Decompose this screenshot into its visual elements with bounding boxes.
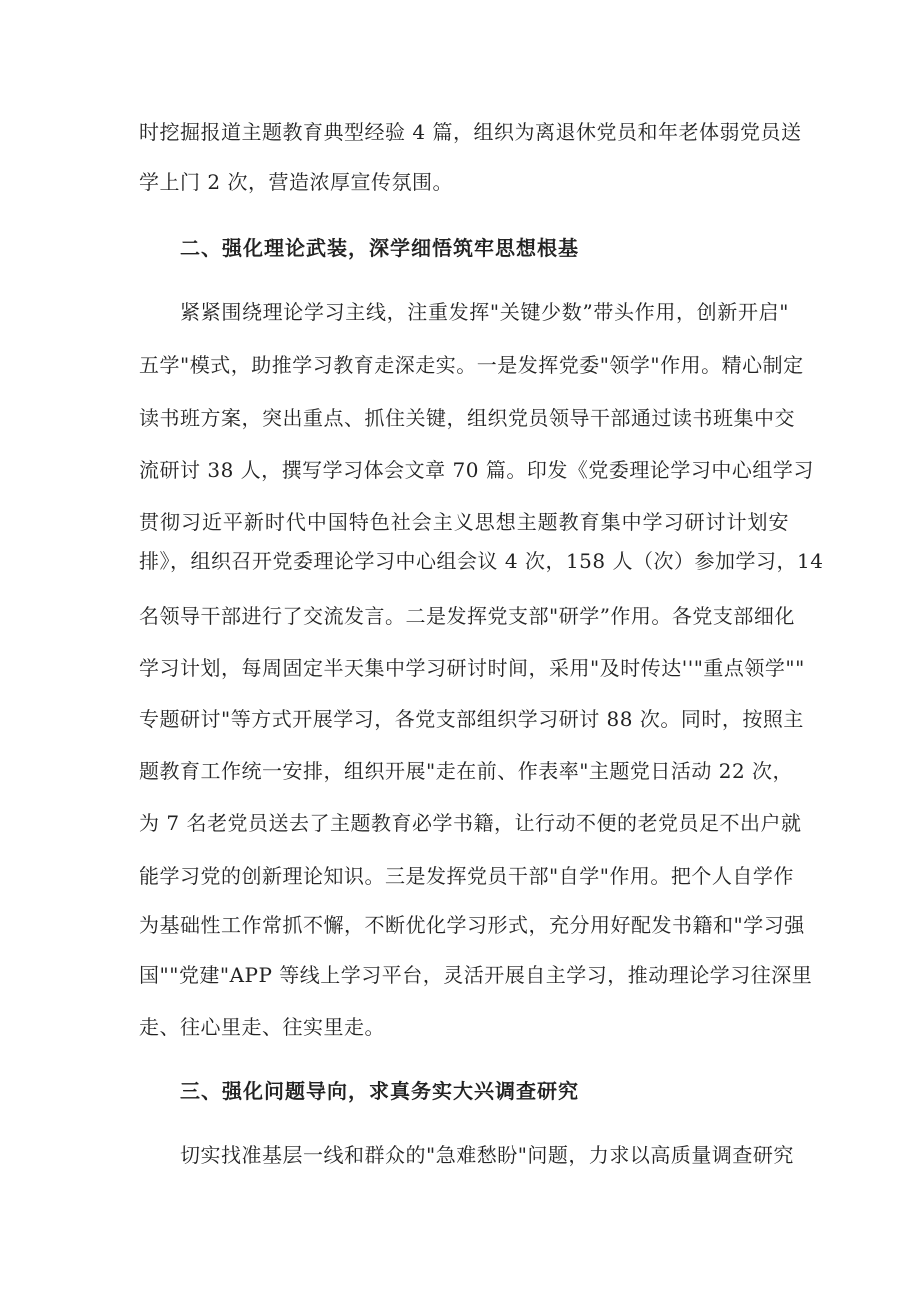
section-3-heading: 三、强化问题导向，求真务实大兴调查研究 <box>180 1079 579 1103</box>
section-2-line-10: 题教育工作统一安排，组织开展"走在前、作表率"主题党日活动 22 次， <box>139 759 794 783</box>
section-2-heading: 二、强化理论武装，深学细悟筑牢思想根基 <box>180 236 579 260</box>
section-2-line-11: 为 7 名老党员送去了主题教育必学书籍，让行动不便的老党员足不出户就 <box>139 811 802 835</box>
section-2-line-14: 国""党建"APP 等线上学习平台，灵活开展自主学习，推动理论学习往深里 <box>139 963 813 987</box>
section-2-line-5: 贯彻习近平新时代中国特色社会主义思想主题教育集中学习研讨计划安 <box>139 510 789 534</box>
section-2-line-13: 为基础性工作常抓不懈，不断优化学习形式，充分用好配发书籍和"学习强 <box>139 913 805 937</box>
section-2-line-9: 专题研讨"等方式开展学习，各党支部组织学习研讨 88 次。同时，按照主 <box>139 707 804 731</box>
section-3-line-1: 切实找准基层一线和群众的"急难愁盼"问题，力求以高质量调查研究 <box>180 1143 794 1167</box>
section-2-line-6: 排》，组织召开党委理论学习中心组会议 4 次，158 人（次）参加学习，14 <box>139 549 824 573</box>
section-2-line-12: 能学习党的创新理论知识。三是发挥党员干部"自学"作用。把个人自学作 <box>139 864 794 888</box>
section-2-line-7: 名领导干部进行了交流发言。二是发挥党支部"研学”作用。各党支部细化 <box>139 604 795 628</box>
section-2-line-15: 走、往心里走、往实里走。 <box>139 1015 385 1039</box>
section-2-line-2: 五学"模式，助推学习教育走深走实。一是发挥党委"领学"作用。精心制定 <box>139 353 804 377</box>
section-2-line-3: 读书班方案，突出重点、抓住关键，组织党员领导干部通过读书班集中交 <box>139 406 795 430</box>
section-2-line-4: 流研讨 38 人，撰写学习体会文章 70 篇。印发《党委理论学习中心组学习 <box>139 458 814 482</box>
intro-line-1: 时挖掘报道主题教育典型经验 4 篇，组织为离退休党员和年老体弱党员送 <box>139 120 802 144</box>
section-2-line-1: 紧紧围绕理论学习主线，注重发挥"关键少数”带头作用，创新开启" <box>180 300 789 324</box>
intro-line-2: 学上门 2 次，营造浓厚宣传氛围。 <box>139 170 453 194</box>
section-2-line-8: 学习计划，每周固定半天集中学习研讨时间，采用"及时传达''"重点领学"" <box>139 656 805 680</box>
